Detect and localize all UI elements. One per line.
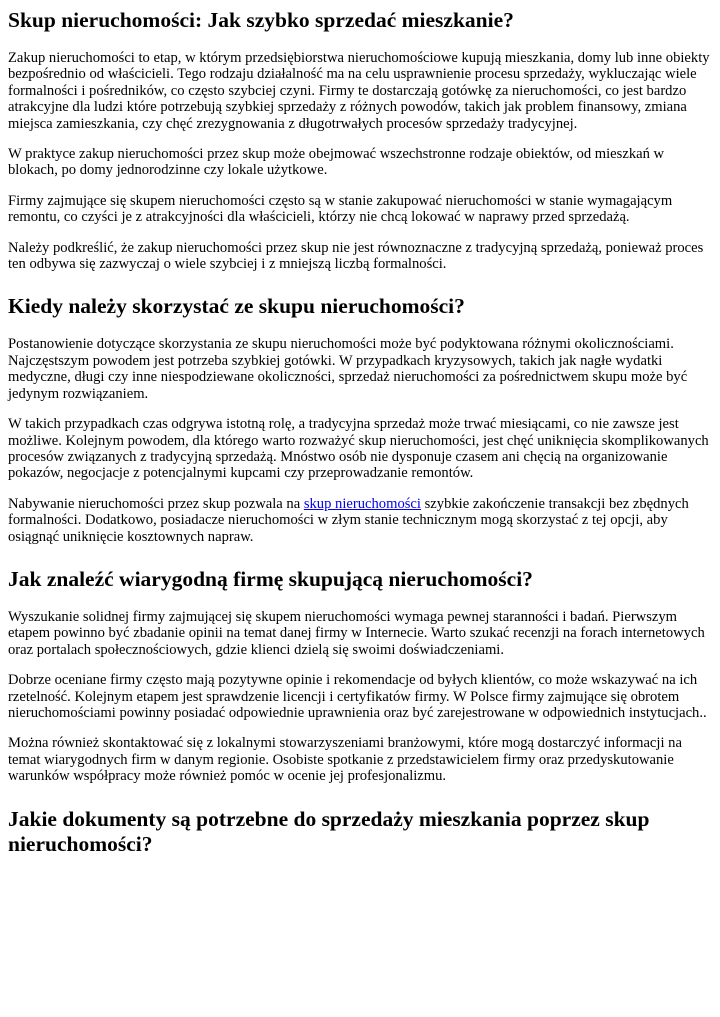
text-before-link: Nabywanie nieruchomości przez skup pozwala na bbox=[8, 495, 304, 512]
section-heading-find-company: Jak znaleźć wiarygodną firmę skupującą nieruchomości? bbox=[8, 566, 533, 591]
paragraph: Postanowienie dotyczące skorzystania ze skupu nieruchomości może być podyktowana różnymi okolicznościami. Najczęstszym powodem jest potrzeba szybkiej gotówki. W przypadkach kryzysowych, takich jak nagłe wydatki medyczne, długi czy inne niespodziewane okoliczności, sprzedaż nieruchomości za pośrednictwem skupu może być jedynym rozwiązaniem. bbox=[8, 336, 688, 402]
paragraph: Należy podkreślić, że zakup nieruchomości przez skup nie jest równoznaczne z tradycyjną sprzedażą, ponieważ proces ten odbywa się zazwyczaj o wiele szybciej i z mniejszą liczbą formalności. bbox=[8, 239, 704, 273]
paragraph: Dobrze oceniane firmy często mają pozytywne opinie i rekomendacje od byłych klientów, co może wskazywać na ich rzetelność. Kolejnym etapem jest sprawdzenie licencji i certyfikatów firmy. W Polsce firmy zajmujące się obrotem nieruchomościami powinny posiadać odpowiednie uprawnienia oraz być zarejestrowane w odpowiednich instytucjach.. bbox=[8, 672, 707, 721]
skup-nieruchomosci-link[interactable]: skup nieruchomości bbox=[303, 495, 421, 512]
paragraph-with-link bbox=[8, 496, 712, 545]
paragraph: Firmy zajmujące się skupem nieruchomości często są w stanie zakupować nieruchomości w stanie wymagającym remontu, co czyści je z atrakcyjności dla właścicieli, którzy nie chcą lokować w naprawy przed sprzedażą. bbox=[8, 192, 673, 226]
paragraph: Można również skontaktować się z lokalnymi stowarzyszeniami branżowymi, które mogą dostarczyć informacji na temat wiarygodnych firm w danym regionie. Osobiste spotkanie z przedstawicielem firmy oraz przedyskutowanie warunków współpracy może również pomóc w ocenie jej profesjonalizmu. bbox=[8, 735, 682, 785]
text-after-link: szybkie zakończenie transakcji bez zbędnych formalności. Dodatkowo, posiadacze nieruchomości w złym stanie technicznym mogą skorzystać z tej opcji, aby osiągnąć uniknięcie kosztownych napraw. bbox=[8, 495, 689, 545]
paragraph: W takich przypadkach czas odgrywa istotną rolę, a tradycyjna sprzedaż może trwać miesiącami, co nie zawsze jest możliwe. Kolejnym powodem, dla którego warto rozważyć skup nieruchomości, jest chęć uniknięcia skomplikowanych procesów związanych z tradycyjną sprzedażą. Mnóstwo osób nie dysponuje czasem ani chęcią na organizowanie pokazów, negocjacje z potencjalnymi kupcami czy przeprowadzanie remontów. bbox=[8, 416, 709, 482]
page-title: Skup nieruchomości: Jak szybko sprzedać mieszkanie? bbox=[8, 8, 514, 32]
paragraph: Zakup nieruchomości to etap, w którym przedsiębiorstwa nieruchomościowe kupują mieszkania, domy lub inne obiekty bezpośrednio od właścicieli. Tego rodzaju działalność ma na celu usprawnienie procesu sprzedaży, wykluczając wiele formalności i pośredników, co często szybciej czyni. Firmy te dostarczają gotówkę za nieruchomości, co jest bardzo atrakcyjne dla ludzi które potrzebują szybkiej sprzedaży z różnych powodów, takich jak problem finansowy, zmiana miejsca zamieszkania, czy chęć zrezygnowania z długotrwałych procesów sprzedaży tradycyjnej. bbox=[8, 50, 710, 132]
section-heading-documents: Jakie dokumenty są potrzebne do sprzedaży mieszkania poprzez skup nieruchomości? bbox=[8, 806, 650, 856]
section-heading-when: Kiedy należy skorzystać ze skupu nieruchomości? bbox=[8, 294, 465, 319]
paragraph: Wyszukanie solidnej firmy zajmującej się skupem nieruchomości wymaga pewnej staranności i badań. Pierwszym etapem powinno być zbadanie opinii na temat danej firmy w Internecie. Warto szukać recenzji na forach internetowych oraz portalach społecznościowych, gdzie klienci dzielą się swoimi doświadczeniami. bbox=[8, 608, 705, 658]
paragraph: W praktyce zakup nieruchomości przez skup może obejmować wszechstronne rodzaje obiektów, od mieszkań w blokach, po domy jednorodzinne czy lokale użytkowe. bbox=[8, 146, 665, 179]
